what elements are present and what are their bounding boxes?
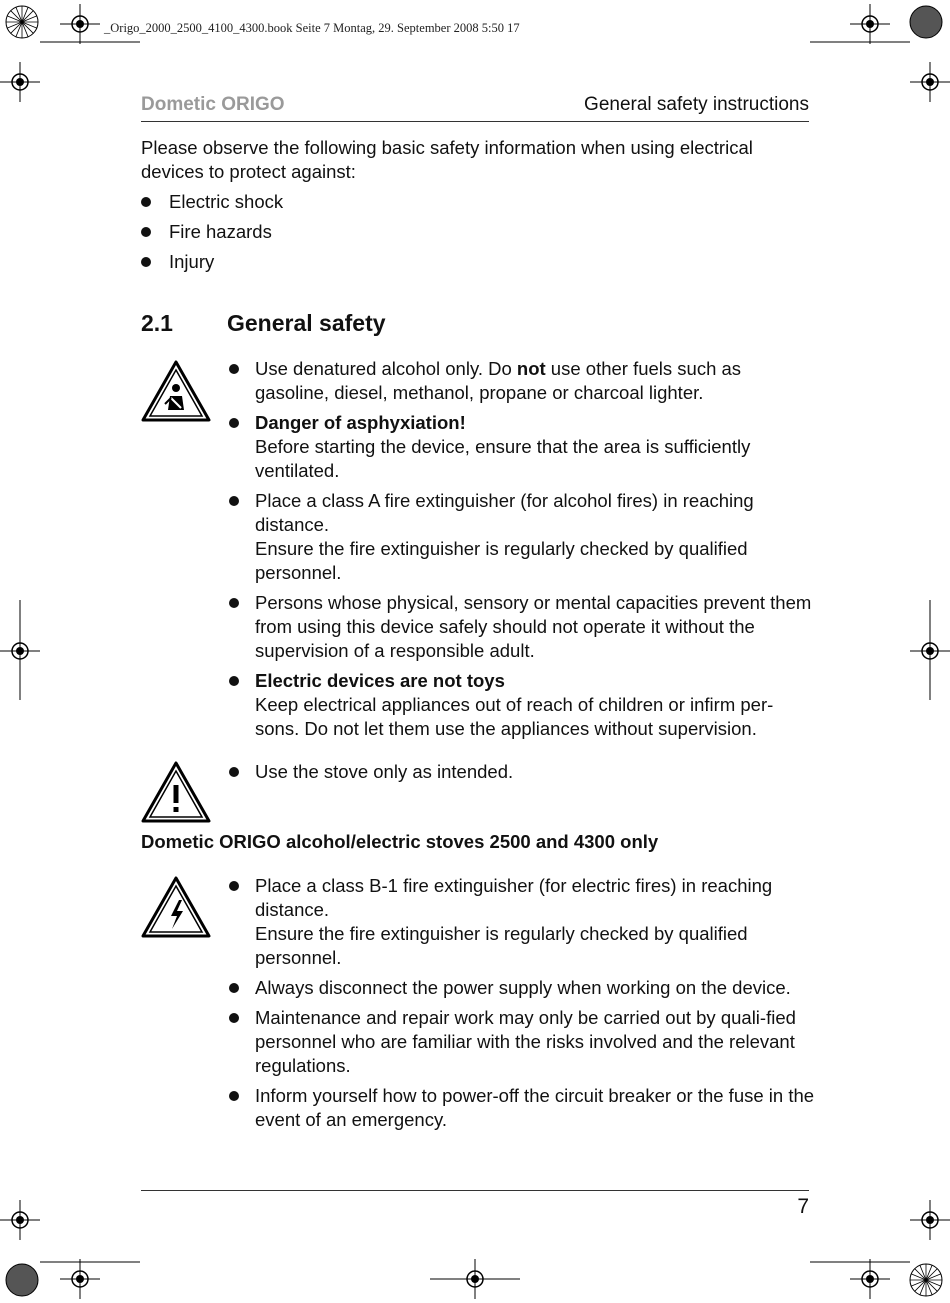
bullet-icon <box>141 227 151 237</box>
list-item: Use denatured alcohol only. Do not use other fuels such as gasoline, diesel, methanol, propane or charcoal lighter. <box>227 357 817 405</box>
bullet-icon <box>229 1091 239 1101</box>
list-item: Use the stove only as intended. <box>227 760 817 784</box>
exclamation-warning-icon <box>141 761 211 823</box>
electric-safety-list <box>227 874 817 1138</box>
general-safety-list <box>227 357 817 747</box>
list-item: Place a class A fire extinguisher (for alcohol fires) in reaching distance. Ensure the fire extinguisher is regularly checked by qualified personnel. <box>227 489 817 585</box>
header-rule <box>141 121 809 122</box>
list-item: Electric devices are not toys Keep electrical appliances out of reach of children or infirm per-sons. Do not let them use the appliances without supervision. <box>227 669 817 741</box>
bullet-icon <box>229 418 239 428</box>
footer-rule <box>141 1190 809 1191</box>
corner-target-icon <box>4 1262 40 1298</box>
bullet-icon <box>229 767 239 777</box>
bullet-icon <box>229 983 239 993</box>
intro-paragraph: Please observe the following basic safety information when using electrical devices to protect against: <box>141 137 753 182</box>
section-number: 2.1 <box>141 310 173 336</box>
list-item: Persons whose physical, sensory or mental capacities prevent them from using this device safely should not operate it without the supervision of a responsible adult. <box>227 591 817 663</box>
bullet-icon <box>141 197 151 207</box>
bullet-icon <box>141 257 151 267</box>
corner-target-icon <box>908 1262 944 1298</box>
bullet-icon <box>229 676 239 686</box>
bullet-icon <box>229 598 239 608</box>
corner-target-icon <box>4 4 40 40</box>
bullet-icon <box>229 881 239 891</box>
list-item: Maintenance and repair work may only be carried out by quali-fied personnel who are familiar with the risks involved and the relevant regulations. <box>227 1006 817 1078</box>
list-item: Danger of asphyxiation! Before starting the device, ensure that the area is sufficiently ventilated. <box>227 411 817 483</box>
intended-use-list <box>227 760 817 790</box>
section-title: General safety <box>227 310 386 336</box>
corner-target-icon <box>908 4 944 40</box>
list-item: Place a class B-1 fire extinguisher (for electric fires) in reaching distance. Ensure the fire extinguisher is regularly checked by qualified personnel. <box>227 874 817 970</box>
page-number: 7 <box>797 1195 809 1218</box>
bullet-icon <box>229 496 239 506</box>
list-item: Always disconnect the power supply when working on the device. <box>227 976 817 1000</box>
list-item: Fire hazards <box>141 220 809 244</box>
list-item: Electric shock <box>141 190 809 214</box>
model-subheading: Dometic ORIGO alcohol/electric stoves 2500 and 4300 only <box>141 831 659 852</box>
header-section-title: General safety instructions <box>584 94 809 115</box>
electric-warning-icon <box>141 876 211 938</box>
print-production-line: _Origo_2000_2500_4100_4300.book Seite 7 Montag, 29. September 2008 5:50 17 <box>104 21 520 35</box>
header-brand: Dometic ORIGO <box>141 94 285 115</box>
bullet-icon <box>229 364 239 374</box>
list-item: Injury <box>141 250 809 274</box>
fire-person-warning-icon <box>141 360 211 422</box>
bullet-icon <box>229 1013 239 1023</box>
list-item: Inform yourself how to power-off the circuit breaker or the fuse in the event of an emergency. <box>227 1084 817 1132</box>
intro-list <box>141 190 809 280</box>
